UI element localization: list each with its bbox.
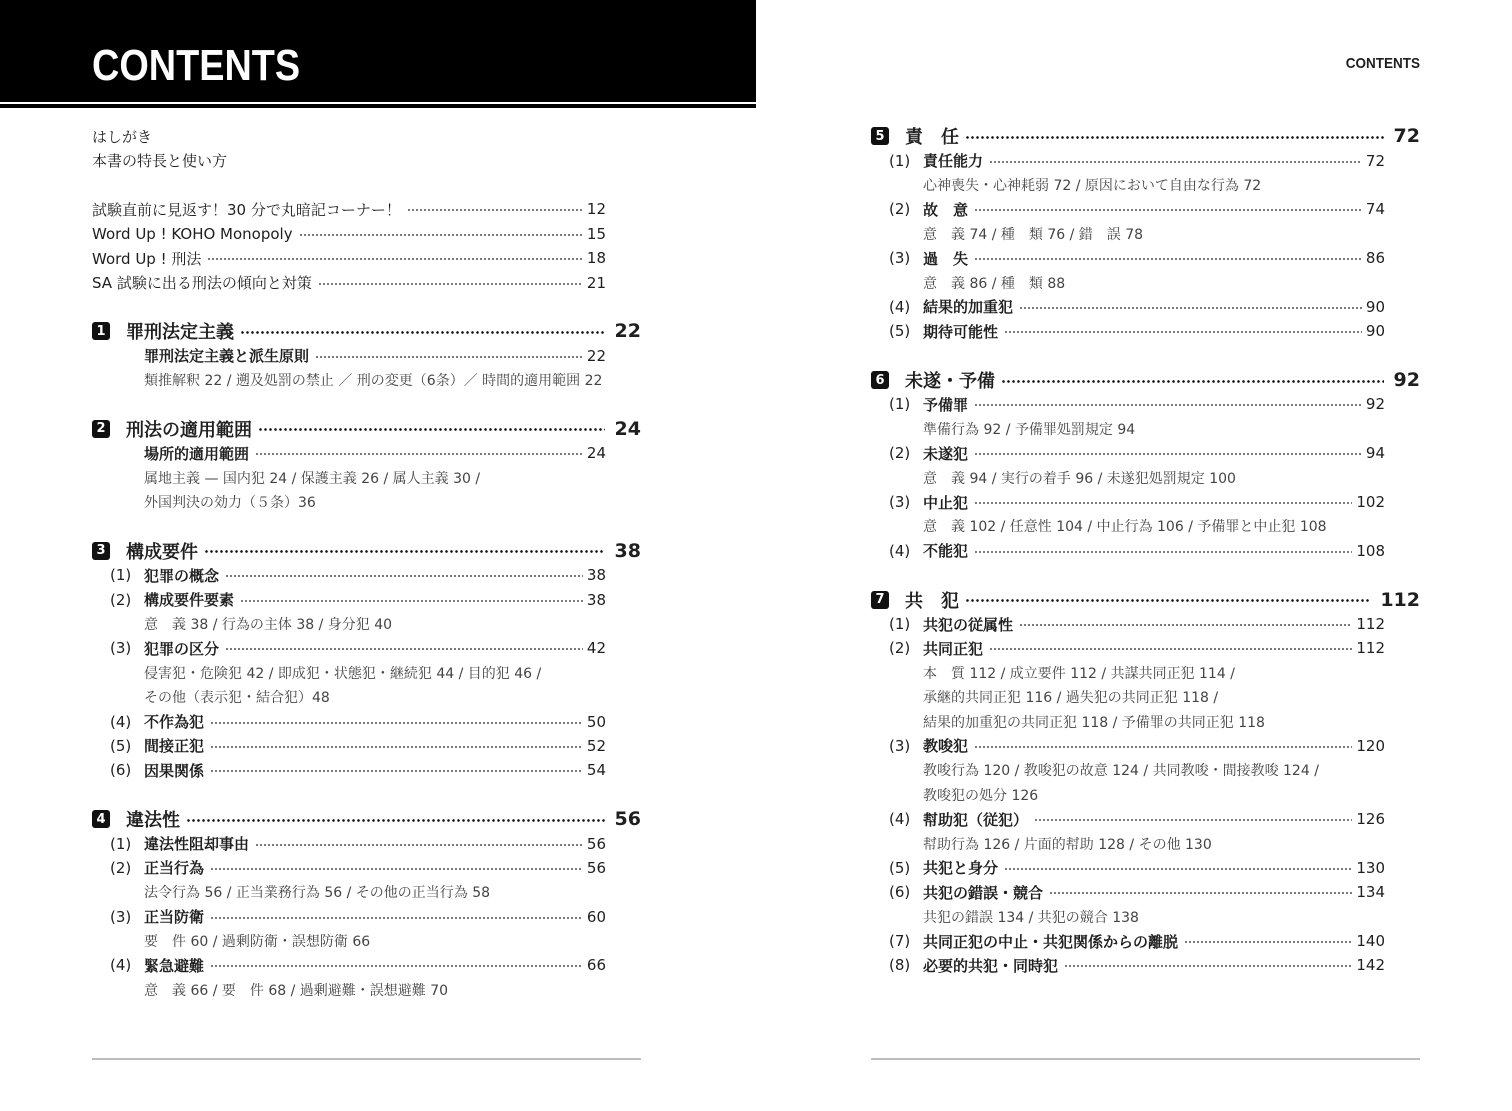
section-title: 緊急避難 <box>144 956 205 975</box>
subtopic-text: 法令行為 56 / 正当業務行為 56 / その他の正当行為 58 <box>144 885 491 902</box>
toc-section[interactable] <box>92 563 641 587</box>
toc-extra-title: 試験直前に見返す！30 分で丸暗記コーナー！ <box>92 200 401 219</box>
spacer <box>92 173 641 197</box>
chapter-number-badge: 3 <box>92 542 110 560</box>
chapter-title: 違法性 <box>126 810 180 832</box>
section-title: 正当行為 <box>144 859 205 878</box>
chapter-page-number: 112 <box>1380 588 1420 611</box>
section-title: 教唆犯 <box>923 737 969 756</box>
section-marker: (4) <box>889 810 911 829</box>
section-marker: (4) <box>110 956 132 975</box>
dot-leader <box>210 746 583 748</box>
dot-leader <box>258 428 605 431</box>
page-number: 21 <box>586 273 606 292</box>
toc-subtopics <box>92 612 641 636</box>
toc-extra-title: SA 試験に出る刑法の傾向と対策 <box>92 274 312 293</box>
page-number: 15 <box>586 224 606 243</box>
subtopic-text: その他（表示犯・結合犯）48 <box>144 690 330 707</box>
dot-leader <box>210 965 583 967</box>
chapter-page-number: 24 <box>614 417 641 440</box>
section-title: 犯罪の区分 <box>144 639 220 658</box>
dot-leader <box>1004 868 1352 870</box>
section-marker: (6) <box>110 761 132 780</box>
toc-section[interactable] <box>871 490 1420 514</box>
chapter-number-badge: 6 <box>871 371 889 389</box>
dot-leader <box>1049 892 1352 894</box>
toc-right-column <box>871 124 1420 978</box>
toc-section[interactable] <box>871 148 1420 172</box>
toc-subtopics <box>92 465 641 489</box>
section-marker: (5) <box>889 858 911 877</box>
dot-leader <box>210 770 583 772</box>
subtopic-text: 外国判決の効力（５条）36 <box>144 495 316 512</box>
chapter-title: 構成要件 <box>126 541 198 563</box>
toc-chapter-4[interactable] <box>92 807 641 831</box>
section-marker: (4) <box>110 712 132 731</box>
chapter-page-number: 72 <box>1393 125 1420 148</box>
section-marker: (4) <box>889 297 911 316</box>
subtopic-text: 侵害犯・危険犯 42 / 即成犯・状態犯・継続犯 44 / 目的犯 46 / <box>144 665 542 682</box>
page-number: 74 <box>1365 200 1385 219</box>
subtopic-text: 類推解釈 22 / 遡及処罰の禁止 ／ 刑の変更（6条）／ 時間的適用範囲 22 <box>144 373 603 390</box>
toc-extra-item[interactable] <box>92 197 641 221</box>
toc-chapter-6[interactable] <box>871 368 1420 392</box>
section-marker: (2) <box>889 639 911 658</box>
dot-leader <box>974 404 1362 406</box>
chapter-page-number: 56 <box>614 808 641 831</box>
section-marker: (3) <box>110 639 132 658</box>
toc-subtopics <box>92 368 641 392</box>
toc-subtopics <box>871 709 1420 733</box>
page-number: 112 <box>1356 639 1385 658</box>
toc-section[interactable] <box>871 612 1420 636</box>
subtopic-text: 属地主義 — 国内犯 24 / 保護主義 26 / 属人主義 30 / <box>144 470 481 487</box>
chapter-page-number: 38 <box>614 539 641 562</box>
toc-subtopics <box>871 831 1420 855</box>
toc-subtopics <box>871 685 1420 709</box>
toc-subtopics <box>92 661 641 685</box>
page-number: 54 <box>586 761 606 780</box>
section-title: 共同正犯の中止・共犯関係からの離脱 <box>923 932 1179 951</box>
section-marker: (1) <box>889 395 911 414</box>
dot-leader <box>315 356 583 358</box>
dot-leader <box>1019 307 1362 309</box>
dot-leader <box>210 868 583 870</box>
section-title: 未遂犯 <box>923 444 969 463</box>
dot-leader <box>255 844 583 846</box>
dot-leader <box>965 136 1384 139</box>
section-title: 幇助犯（従犯） <box>923 810 1029 829</box>
section-marker: (6) <box>889 883 911 902</box>
toc-chapter-2[interactable] <box>92 417 641 441</box>
subtopic-text: 教唆行為 120 / 教唆犯の故意 124 / 共同教唆・間接教唆 124 / <box>923 763 1319 780</box>
section-title: 責任能力 <box>923 152 984 171</box>
spacer <box>92 514 641 538</box>
section-marker: (3) <box>889 736 911 755</box>
section-title: 罪刑法定主義と派生原則 <box>144 347 310 366</box>
page-number: 72 <box>1365 151 1385 170</box>
toc-section[interactable] <box>92 344 641 368</box>
page-number: 112 <box>1356 615 1385 633</box>
chapter-title: 共 犯 <box>905 590 959 612</box>
dot-leader <box>407 209 583 211</box>
dot-leader <box>1064 965 1352 967</box>
toc-subtopics <box>871 173 1420 197</box>
toc-section[interactable] <box>871 295 1420 319</box>
section-marker: (1) <box>110 834 132 853</box>
page-number: 134 <box>1356 883 1385 902</box>
toc-extra-item[interactable] <box>92 270 641 294</box>
toc-left-column <box>92 124 641 1002</box>
toc-section[interactable] <box>871 539 1420 563</box>
toc-subtopics <box>871 465 1420 489</box>
page-number: 108 <box>1356 541 1385 560</box>
subtopic-text: 教唆犯の処分 126 <box>923 787 1039 804</box>
dot-leader <box>989 648 1352 650</box>
dot-leader <box>318 283 583 285</box>
section-marker: (3) <box>889 249 911 268</box>
page-number: 66 <box>586 956 606 975</box>
toc-subtopics <box>871 417 1420 441</box>
page-number: 126 <box>1356 810 1385 829</box>
toc-section[interactable] <box>871 197 1420 221</box>
section-marker: (3) <box>110 907 132 926</box>
section-title: 構成要件要素 <box>144 591 235 610</box>
section-title: 因果関係 <box>144 761 205 780</box>
toc-section[interactable] <box>92 905 641 929</box>
spacer <box>871 563 1420 587</box>
toc-section[interactable] <box>871 319 1420 343</box>
subtopic-text: 結果的加重犯の共同正犯 118 / 予備罪の共同正犯 118 <box>923 714 1265 731</box>
toc-section[interactable] <box>92 587 641 611</box>
dot-leader <box>186 819 605 822</box>
toc-section[interactable] <box>871 953 1420 977</box>
page-number: 90 <box>1365 322 1385 341</box>
page-number: 94 <box>1365 444 1385 463</box>
spacer <box>92 295 641 319</box>
page-number: 22 <box>586 346 606 365</box>
section-marker: (7) <box>889 932 911 951</box>
section-marker: (2) <box>110 858 132 877</box>
toc-section[interactable] <box>871 807 1420 831</box>
chapter-page-number: 22 <box>614 320 641 343</box>
section-title: 共犯の錯誤・競合 <box>923 883 1044 902</box>
chapter-number-badge: 5 <box>871 127 889 145</box>
section-title: 過 失 <box>923 249 969 268</box>
toc-subtopics <box>92 685 641 709</box>
page-number: 38 <box>586 566 606 585</box>
toc-section[interactable] <box>871 856 1420 880</box>
toc-extra-item[interactable] <box>92 246 641 270</box>
toc-section[interactable] <box>871 880 1420 904</box>
chapter-number-badge: 1 <box>92 322 110 340</box>
toc-subtopics <box>871 514 1420 538</box>
section-marker: (8) <box>889 956 911 975</box>
page-number: 142 <box>1356 956 1385 975</box>
toc-section[interactable] <box>871 734 1420 758</box>
page-number: 12 <box>586 200 606 219</box>
page-number: 52 <box>586 736 606 755</box>
dot-leader <box>1184 941 1352 943</box>
page-number: 56 <box>586 858 606 877</box>
subtopic-text: 意 義 66 / 要 件 68 / 過剰避難・誤想避難 70 <box>144 982 449 999</box>
toc-subtopics <box>871 222 1420 246</box>
dot-leader <box>299 234 583 236</box>
toc-subtopics <box>871 783 1420 807</box>
section-title: 必要的共犯・同時犯 <box>923 956 1059 975</box>
section-marker: (1) <box>889 615 911 633</box>
section-marker: (2) <box>889 444 911 463</box>
subtopic-text: 要 件 60 / 過剰防衛・誤想防衛 66 <box>144 934 371 951</box>
dot-leader <box>1001 380 1384 383</box>
page-number: 92 <box>1365 395 1385 414</box>
page-number: 102 <box>1356 493 1385 512</box>
dot-leader <box>255 453 583 455</box>
toc-section[interactable] <box>92 953 641 977</box>
section-marker: (2) <box>110 590 132 609</box>
toc-section[interactable] <box>871 441 1420 465</box>
toc-section[interactable] <box>92 636 641 660</box>
section-title: 故 意 <box>923 200 969 219</box>
section-title: 違法性阻却事由 <box>144 835 250 854</box>
page-number: 90 <box>1365 297 1385 316</box>
section-marker: (2) <box>889 200 911 219</box>
subtopic-text: 意 義 38 / 行為の主体 38 / 身分犯 40 <box>144 617 393 633</box>
dot-leader <box>989 161 1362 163</box>
page-number: 120 <box>1356 736 1385 755</box>
toc-chapter-7[interactable] <box>871 587 1420 611</box>
toc-subtopics <box>871 270 1420 294</box>
toc-chapter-5[interactable] <box>871 124 1420 148</box>
toc-section[interactable] <box>92 734 641 758</box>
chapter-title: 未遂・予備 <box>905 371 995 393</box>
dot-leader <box>965 599 1370 602</box>
dot-leader <box>974 746 1352 748</box>
section-marker: (5) <box>110 736 132 755</box>
toc-subtopics <box>92 978 641 1002</box>
toc-subtopics <box>92 929 641 953</box>
footer-rule-left <box>92 1058 641 1060</box>
spacer <box>871 344 1420 368</box>
section-title: 期待可能性 <box>923 322 999 341</box>
toc-section[interactable] <box>871 246 1420 270</box>
section-title: 不作為犯 <box>144 713 205 732</box>
toc-front-title: 本書の特長と使い方 <box>92 152 228 171</box>
toc-section[interactable] <box>92 758 641 782</box>
section-title: 共犯の従属性 <box>923 615 1014 634</box>
toc-chapter-3[interactable] <box>92 539 641 563</box>
toc-section[interactable] <box>92 441 641 465</box>
dot-leader <box>204 550 605 553</box>
dot-leader <box>207 258 583 260</box>
page-number: 24 <box>586 444 606 463</box>
spacer <box>92 392 641 416</box>
dot-leader <box>1004 331 1362 333</box>
chapter-title: 罪刑法定主義 <box>126 322 234 344</box>
section-marker: (5) <box>889 322 911 341</box>
footer-rule-right <box>871 1058 1420 1060</box>
toc-section[interactable] <box>871 929 1420 953</box>
section-title: 中止犯 <box>923 493 969 512</box>
toc-extra-item[interactable] <box>92 222 641 246</box>
subtopic-text: 意 義 102 / 任意性 104 / 中止行為 106 / 予備罪と中止犯 108 <box>923 519 1327 536</box>
subtopic-text: 意 義 74 / 種 類 76 / 錯 誤 78 <box>923 226 1144 243</box>
chapter-number-badge: 4 <box>92 810 110 828</box>
toc-subtopics <box>92 490 641 514</box>
subtopic-text: 意 義 86 / 種 類 88 <box>923 275 1066 292</box>
chapter-title: 責 任 <box>905 127 959 149</box>
chapter-page-number: 92 <box>1393 369 1420 392</box>
subtopic-text: 承継的共同正犯 116 / 過失犯の共同正犯 118 / <box>923 690 1219 707</box>
subtopic-text: 準備行為 92 / 予備罪処罰規定 94 <box>923 421 1136 438</box>
section-title: 不能犯 <box>923 542 969 561</box>
section-title: 正当防衛 <box>144 908 205 927</box>
page-number: 140 <box>1356 932 1385 951</box>
toc-subtopics <box>871 905 1420 929</box>
toc-section[interactable] <box>871 636 1420 660</box>
toc-section[interactable] <box>871 392 1420 416</box>
dot-leader <box>210 722 583 724</box>
page-number: 18 <box>586 249 606 268</box>
subtopic-text: 本 質 112 / 成立要件 112 / 共謀共同正犯 114 / <box>923 665 1235 682</box>
page-number: 60 <box>586 907 606 926</box>
toc-front-title: はしがき <box>92 127 153 146</box>
section-title: 共犯と身分 <box>923 859 999 878</box>
section-title: 間接正犯 <box>144 737 205 756</box>
chapter-number-badge: 7 <box>871 591 889 609</box>
page-number: 50 <box>586 712 606 731</box>
page-number: 56 <box>586 834 606 853</box>
toc-front-item[interactable] <box>92 148 641 172</box>
toc-section[interactable] <box>92 709 641 733</box>
dot-leader <box>225 648 583 650</box>
toc-section[interactable] <box>92 856 641 880</box>
toc-section[interactable] <box>92 831 641 855</box>
toc-front-item[interactable] <box>92 124 641 148</box>
dot-leader <box>974 502 1352 504</box>
toc-subtopics <box>871 661 1420 685</box>
dot-leader <box>1019 624 1352 626</box>
toc-subtopics <box>92 880 641 904</box>
section-title: 犯罪の概念 <box>144 566 220 585</box>
section-marker: (4) <box>889 541 911 560</box>
dot-leader <box>240 600 583 602</box>
dot-leader <box>974 453 1362 455</box>
chapter-number-badge: 2 <box>92 420 110 438</box>
toc-subtopics <box>871 758 1420 782</box>
subtopic-text: 心神喪失・心神耗弱 72 / 原因において自由な行為 72 <box>923 177 1262 194</box>
running-head: CONTENTS <box>1345 55 1420 72</box>
chapter-title: 刑法の適用範囲 <box>126 419 252 441</box>
spacer <box>92 783 641 807</box>
section-marker: (1) <box>889 151 911 170</box>
dot-leader <box>974 258 1362 260</box>
section-marker: (3) <box>889 493 911 512</box>
dot-leader <box>974 209 1362 211</box>
toc-extra-title: Word Up ! KOHO Monopoly <box>92 224 293 243</box>
subtopic-text: 幇助行為 126 / 片面的幇助 128 / その他 130 <box>923 836 1212 853</box>
page-number: 86 <box>1365 249 1385 268</box>
section-marker: (1) <box>110 566 132 585</box>
section-title: 共同正犯 <box>923 639 984 658</box>
title-band-rule <box>0 104 756 108</box>
page-title: CONTENTS <box>92 41 301 90</box>
subtopic-text: 共犯の錯誤 134 / 共犯の競合 138 <box>923 909 1139 926</box>
page-number: 42 <box>586 639 606 658</box>
dot-leader <box>974 551 1352 553</box>
dot-leader <box>1034 819 1352 821</box>
section-title: 結果的加重犯 <box>923 298 1014 317</box>
page-number: 130 <box>1356 858 1385 877</box>
page-number: 38 <box>586 590 606 609</box>
dot-leader <box>225 575 583 577</box>
toc-chapter-1[interactable] <box>92 319 641 343</box>
section-title: 予備罪 <box>923 395 969 414</box>
toc-extra-title: Word Up ! 刑法 <box>92 249 202 268</box>
dot-leader <box>240 331 605 334</box>
dot-leader <box>210 917 583 919</box>
section-title: 場所的適用範囲 <box>144 444 250 463</box>
subtopic-text: 意 義 94 / 実行の着手 96 / 未遂犯処罰規定 100 <box>923 470 1236 487</box>
